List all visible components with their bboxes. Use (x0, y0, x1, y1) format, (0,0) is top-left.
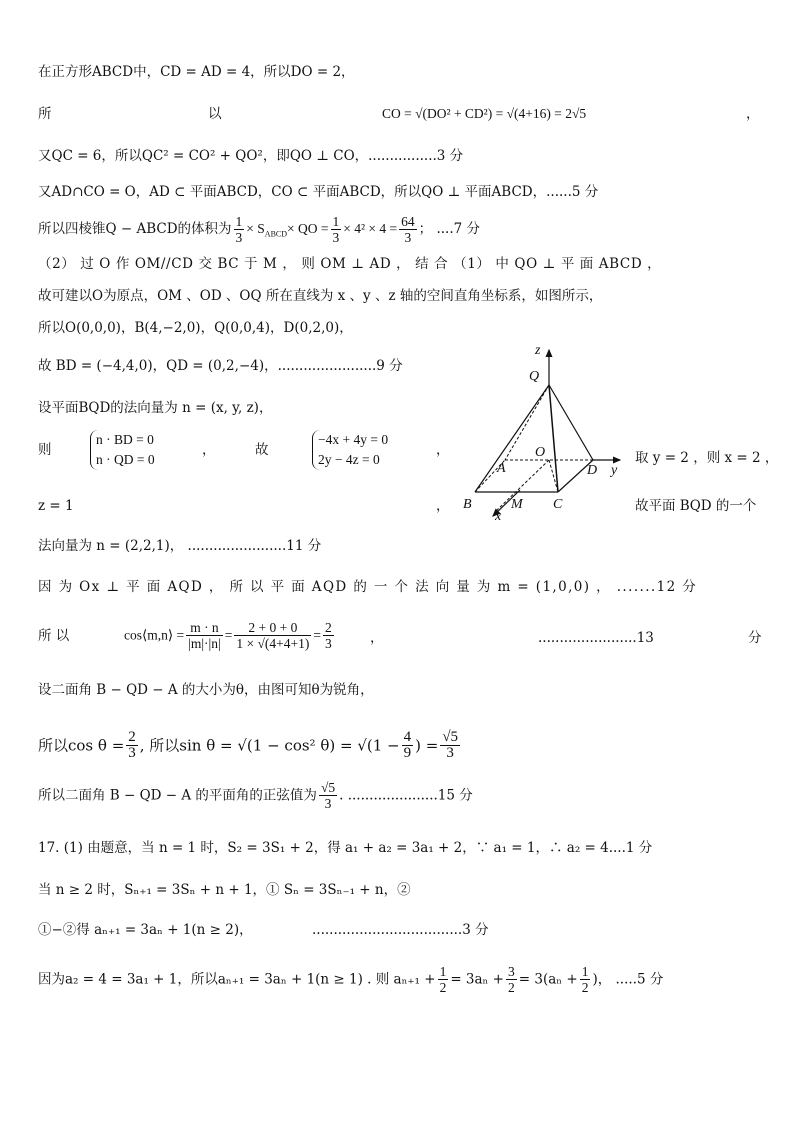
label-z: z (535, 343, 541, 358)
numerator: 1 (581, 964, 589, 979)
label-c: C (553, 497, 563, 512)
equation: −4x + 4y = 0 (318, 432, 389, 447)
subscript: ABCD (264, 229, 288, 239)
text: × S (246, 221, 265, 236)
text-line: 又AD∩CO = O，AD ⊂ 平面ABCD，CO ⊂ 平面ABCD，所以QO ⊥ 平面ABCD，......5 分 (38, 184, 599, 200)
text: .......................13 (538, 630, 654, 646)
denominator: 3 (128, 745, 136, 761)
pyramid-figure (455, 340, 635, 520)
fraction (402, 730, 414, 761)
equation-system (312, 430, 388, 470)
numerator: 1 (332, 214, 340, 229)
label-d: D (587, 463, 598, 478)
text: 所以二面角 B − QD − A 的平面角的正弦值为 (38, 787, 317, 804)
fraction (186, 620, 223, 651)
text: = 3(aₙ + (518, 971, 578, 988)
sin-line (38, 730, 462, 761)
text: ， (202, 442, 216, 458)
label-o: O (535, 445, 546, 460)
volume-line (38, 214, 480, 245)
fraction (234, 214, 245, 245)
recurrence-line (38, 964, 663, 995)
text-line: 设二面角 B − QD − A 的大小为θ，由图可知θ为锐角， (38, 682, 374, 698)
text: = 3aₙ + (450, 971, 504, 988)
denominator: 2 (508, 980, 515, 995)
fraction (506, 964, 517, 995)
text-line: 设平面BQD的法向量为 n = (x, y, z)， (38, 400, 273, 416)
denominator: |m|·|n| (188, 636, 221, 651)
label-x: x (495, 509, 502, 520)
fraction (323, 620, 334, 651)
label-m: M (511, 497, 523, 512)
fraction (580, 964, 591, 995)
text: 故 (255, 442, 269, 458)
text: cos⟨m,n⟩ = (124, 627, 185, 643)
denominator: 1 × √(4+4+1) (236, 636, 310, 651)
numerator: 2 + 0 + 0 (234, 620, 311, 636)
label-a: A (497, 461, 506, 476)
fraction (438, 964, 449, 995)
numerator: m · n (186, 620, 223, 636)
text: . .....................15 分 (339, 787, 473, 804)
fraction (440, 730, 460, 761)
text: 取 y = 2 ，则 x = 2 ， (635, 450, 779, 466)
edge-qd (549, 385, 593, 460)
text: 所 以 (38, 627, 70, 644)
fraction (331, 214, 342, 245)
text: × 4² × 4 = (343, 221, 398, 236)
text: z = 1 (38, 498, 74, 514)
text: )， .....5 分 (592, 971, 664, 988)
text: 则 (38, 442, 52, 458)
denominator: 9 (403, 745, 412, 761)
numerator: √5 (320, 780, 336, 795)
denominator: 3 (446, 745, 454, 761)
denominator: 2 (581, 980, 589, 995)
label-q: Q (529, 369, 540, 384)
text-line: ①−②得 aₙ₊₁ = 3aₙ + 1(n ≥ 2)， (38, 922, 253, 938)
numerator: 1 (235, 214, 243, 229)
sine-result-line (38, 780, 473, 811)
label-y: y (611, 463, 618, 478)
text: × QO = (287, 221, 329, 236)
text: ， (436, 498, 450, 514)
cos-line: 所 以 cos⟨m,n⟩ = $\frac{m \cdot n}{|m|\cdot|n|}$ = $\frac{2 + 0 + 0}{1 \times √(4+4+1)}$ = $\frac{2}{3}$ (38, 620, 332, 651)
text-line (38, 104, 52, 124)
text-line: 因 为 Ox ⊥ 平 面 AQD ， 所 以 平 面 AQD 的 一 个 法 向 量 为 m = (1,0,0) ， .......12 分 (38, 579, 698, 595)
equation-system-2 (308, 430, 392, 470)
formula-co: CO = √(DO² + CD²) = √(4+16) = 2√5 (382, 106, 587, 121)
text-line: 故 BD = (−4,4,0)，QD = (0,2,−4)，.......................9 分 (38, 358, 403, 374)
equation-system (90, 430, 155, 470)
text: 所以cos θ = (38, 736, 125, 755)
text-line: 17. (1) 由题意，当 n = 1 时，S₂ = 3S₁ + 2，得 a₁ + a₂ = 3a₁ + 2，∵ a₁ = 1，∴ a₂ = 4....1 分 (38, 840, 653, 856)
numerator: 3 (508, 964, 515, 979)
fraction (319, 780, 337, 811)
text: 故平面 BQD 的一个 (635, 498, 757, 514)
text: 以 (208, 106, 222, 122)
numerator: √5 (442, 729, 459, 745)
text: 所以四棱锥Q − ABCD的体积为 (38, 221, 232, 237)
numerator: 64 (401, 214, 415, 229)
text: ， (370, 630, 384, 646)
edge-qb (475, 385, 549, 492)
text: ...................................3 分 (312, 922, 489, 938)
text: ， (746, 106, 760, 122)
label-b: B (463, 497, 472, 512)
fraction (399, 214, 417, 245)
denominator: 3 (404, 230, 412, 245)
denominator: 3 (324, 796, 332, 811)
fraction (234, 620, 311, 651)
text: 所 (38, 106, 52, 122)
text-line: 故可建以O为原点，OM 、OD 、OQ 所在直线为 x 、y 、z 轴的空间直角坐标系，如图所示， (38, 288, 603, 304)
text: 因为a₂ = 4 = 3a₁ + 1，所以aₙ₊₁ = 3aₙ + 1(n ≥ 1) . 则 aₙ₊₁ + (38, 971, 436, 988)
denominator: 3 (324, 636, 332, 651)
text: ； ....7 分 (418, 221, 480, 237)
numerator: 2 (128, 729, 136, 745)
denominator: 2 (439, 980, 447, 995)
denominator: 3 (235, 230, 243, 245)
numerator: 2 (324, 620, 332, 635)
equation: 2y − 4z = 0 (318, 452, 380, 467)
denominator: 3 (332, 230, 340, 245)
equation: n · BD = 0 (96, 432, 154, 447)
text-line: 法向量为 n = (2,2,1)， .......................11 分 (38, 538, 322, 554)
fraction (126, 730, 138, 761)
text: ， (436, 442, 450, 458)
text: ) = (415, 736, 439, 755)
text-line: 在正方形ABCD中，CD = AD = 4，所以DO = 2， (38, 64, 355, 80)
text-line: （2） 过 O 作 OM//CD 交 BC 于 M ， 则 OM ⊥ AD ， 结 合 （1） 中 QO ⊥ 平 面 ABCD ， (38, 256, 662, 272)
text-line: 又QC = 6，所以QC² = CO² + QO²，即QO ⊥ CO，................3 分 (38, 148, 464, 164)
text: 分 (748, 630, 762, 646)
numerator: 1 (439, 964, 447, 979)
numerator: 4 (403, 729, 412, 745)
text-line: 所以O(0,0,0)，B(4,−2,0)，Q(0,0,4)，D(0,2,0)， (38, 320, 353, 336)
text: , 所以sin θ = √(1 − cos² θ) = √(1 − (139, 736, 400, 755)
equation: n · QD = 0 (96, 452, 155, 467)
text-line: 当 n ≥ 2 时，Sₙ₊₁ = 3Sₙ + n + 1，① Sₙ = 3Sₙ₋₁ + n，② (38, 882, 411, 898)
system-line (38, 430, 159, 470)
